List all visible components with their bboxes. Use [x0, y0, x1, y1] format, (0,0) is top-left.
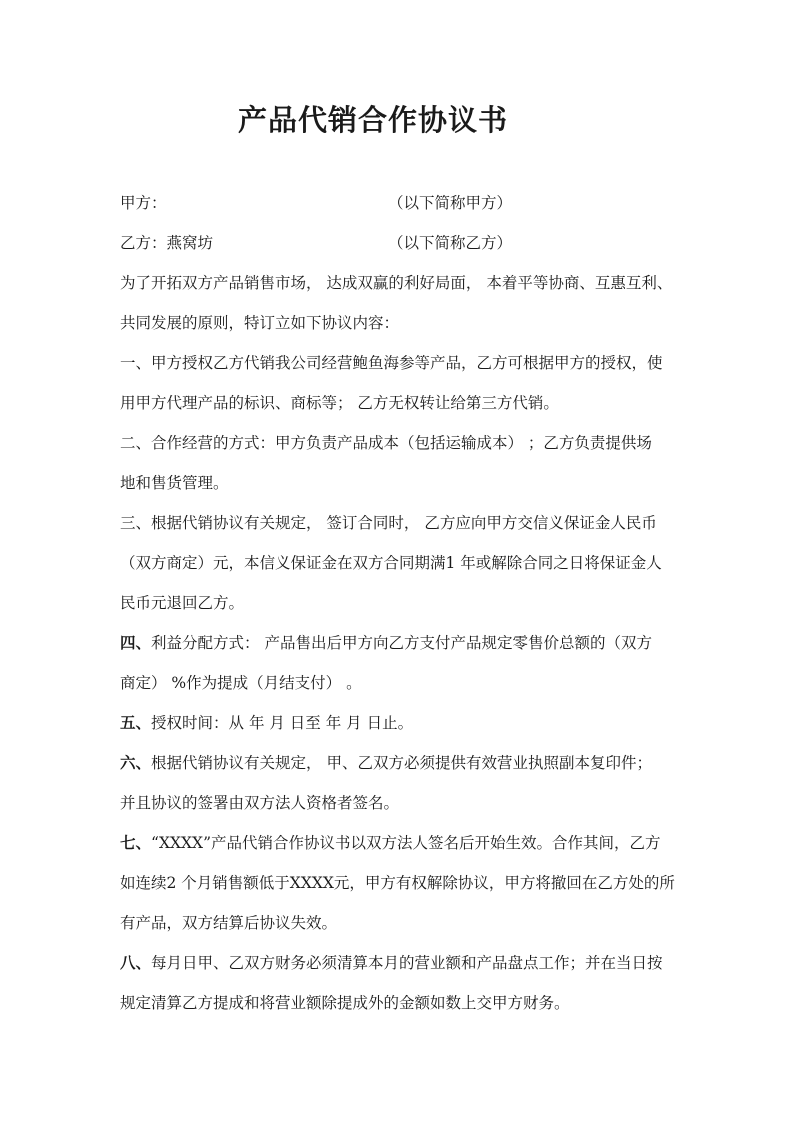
party-a-label: 甲方：	[120, 194, 167, 212]
intro-line-1: 为了开拓双方产品销售市场， 达成双赢的利好局面， 本着平等协商、互惠互利、	[120, 274, 673, 292]
clause-4-line-1	[120, 633, 680, 653]
clause-5-text: 授权时间：从 年 月 日至 年 月 日止。	[151, 714, 414, 732]
party-b-note: （以下简称乙方）	[388, 234, 513, 252]
clause-5-prefix: 五、	[120, 713, 152, 732]
clause-2-line-1: 二、合作经营的方式：甲方负责产品成本（包括运输成本） ；乙方负责提供场	[120, 434, 652, 452]
clause-8-text: 每月日甲、乙双方财务必须清算本月的营业额和产品盘点工作；并在当日按	[151, 954, 663, 972]
clause-7-text: “XXXX”产品代销合作协议书以双方法人签名后开始生效。合作其间，乙方	[151, 834, 661, 852]
clause-7-prefix: 七、	[120, 833, 152, 852]
clause-1-line-2: 用甲方代理产品的标识、商标等； 乙方无权转让给第三方代销。	[120, 394, 559, 412]
clause-6-line-1	[120, 753, 680, 773]
clause-6-text: 根据代销协议有关规定， 甲、乙双方必须提供有效营业执照副本复印件；	[151, 754, 652, 772]
clause-4-text: 利益分配方式： 产品售出后甲方向乙方支付产品规定零售价总额的（双方	[151, 634, 652, 652]
clause-3-line-1: 三、根据代销协议有关规定， 签订合同时， 乙方应向甲方交信义保证金人民币	[120, 514, 657, 532]
clause-7-line-2: 如连续2 个月销售额低于XXXX元，甲方有权解除协议，甲方将撤回在乙方处的所	[120, 874, 675, 892]
clause-7-line-3: 有产品，双方结算后协议失效。	[120, 914, 338, 932]
clause-4-line-2: 商定） %作为提成（月结支付） 。	[120, 674, 362, 692]
clause-8-prefix: 八、	[120, 953, 152, 972]
clause-3-line-2: （双方商定）元，本信义保证金在双方合同期满1 年或解除合同之日将保证金人	[120, 554, 662, 572]
clause-6-line-2: 并且协议的签署由双方法人资格者签名。	[120, 794, 400, 812]
party-b-label: 乙方：燕窝坊	[120, 234, 214, 252]
document-title: 产品代销合作协议书	[238, 103, 509, 137]
clause-5-line-1	[120, 713, 680, 733]
clause-8-line-1	[120, 953, 680, 973]
clause-3-line-3: 民币元退回乙方。	[120, 594, 245, 612]
clause-2-line-2: 地和售货管理。	[120, 474, 229, 492]
intro-line-2: 共同发展的原则，特订立如下协议内容：	[120, 314, 400, 332]
clause-6-prefix: 六、	[120, 753, 152, 772]
party-a-note: （以下简称甲方）	[388, 194, 513, 212]
clause-8-line-2: 规定清算乙方提成和将营业额除提成外的金额如数上交甲方财务。	[120, 994, 570, 1012]
clause-7-line-1	[120, 833, 680, 853]
clause-1-line-1: 一、甲方授权乙方代销我公司经营鲍鱼海参等产品，乙方可根据甲方的授权，使	[120, 354, 663, 372]
clause-4-prefix: 四、	[120, 633, 152, 652]
